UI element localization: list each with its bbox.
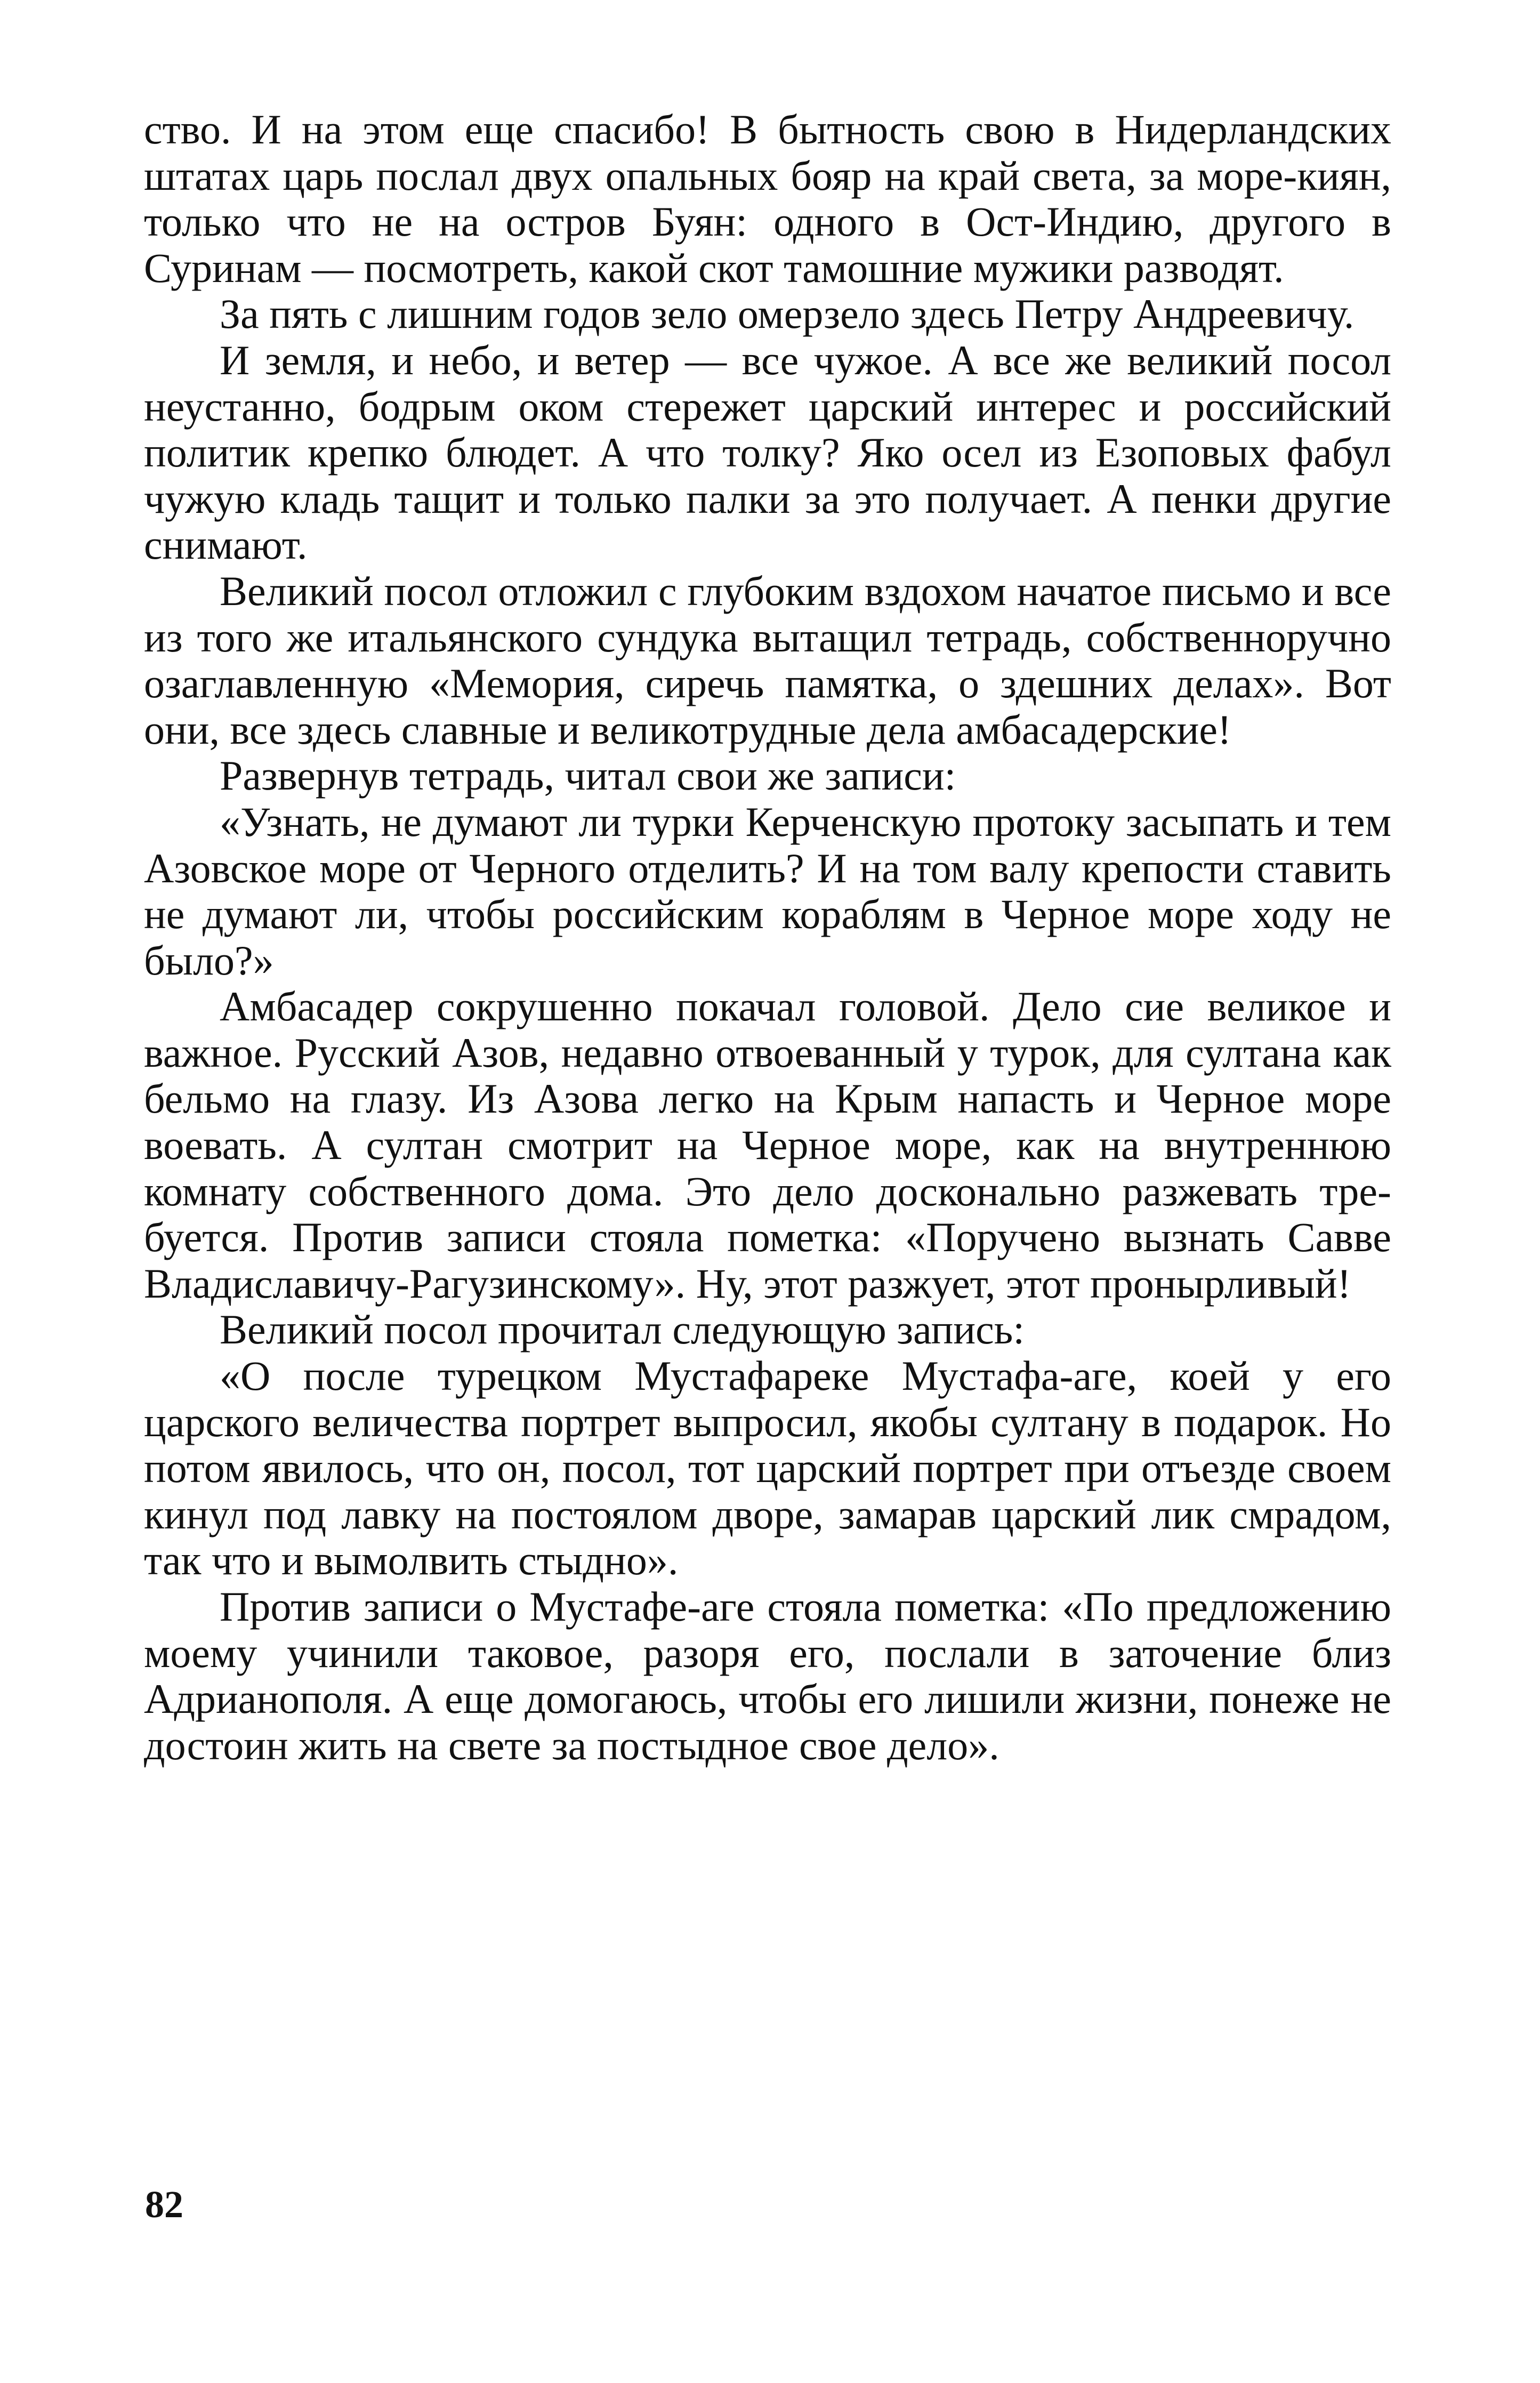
paragraph-4: Великий посол отложил с глубоким вздохом начатое письмо и все из того же итальянского сундука вытащил тетрадь, собственноручно озаглавленную «Мемория, сиречь памятка, о здешних делах». Вот они, все здесь славные и великотрудные дела амбасадерские! bbox=[144, 567, 1391, 753]
paragraph-10: Против записи о Мустафе-аге стояла пометка: «По предложению моему учинили таковое, разоря его, послали в заточение близ Адрианополя. А еще домогаюсь, чтобы его лишили жизни, понеже не достоин жить на свете за постыдное свое дело». bbox=[144, 1583, 1391, 1768]
paragraph-6-quote: «Узнать, не думают ли турки Керченскую протоку засыпать и тем Азовское море от Черного отделить? И на том валу крепости ставить не думают ли, чтобы российским кораблям в Черное море ходу не было?» bbox=[144, 798, 1391, 984]
paragraph-5: Развернув тетрадь, читал свои же записи: bbox=[220, 752, 956, 799]
paragraph-2: За пять с лишним годов зело омерзело здесь Петру Андреевичу. bbox=[220, 291, 1354, 337]
paragraph-3: И земля, и небо, и ветер — все чужое. А все же великий посол неустанно, бодрым оком стережет царский интерес и российский политик крепко блюдет. А что толку? Яко осел из Езоповых фабул чужую кладь тащит и только палки за это получает. А пенки другие снимают. bbox=[144, 336, 1391, 568]
body-text bbox=[144, 107, 1391, 1768]
paragraph-9-quote: «О после турецком Мустафареке Мустафа-аге, коей у его царского величества портрет выпросил, якобы султану в подарок. Но потом явилось, что он, посол, тот царский портрет при отъезде своем кинул под лавку на постоялом дворе, замарав царский лик смрадом, так что и вымолвить стыдно». bbox=[144, 1352, 1391, 1584]
paragraph-8: Великий посол прочитал следующую запись: bbox=[220, 1306, 1025, 1353]
paragraph-1: ство. И на этом еще спасибо! В бытность свою в Нидерландских штатах царь послал двух опальных бояр на край света, за море-киян, только что не на остров Буян: одного в Ост-Индию, другого в Суринам — посмотреть, какой скот тамошние мужики разводят. bbox=[144, 106, 1391, 291]
page-number: 82 bbox=[145, 2183, 183, 2226]
book-page bbox=[144, 107, 1391, 1768]
paragraph-7: Амбасадер сокрушенно покачал головой. Дело сие великое и важное. Русский Азов, недавно отвоеванный у турок, для султана как бельмо на глазу. Из Азова легко на Крым напасть и Черное море воевать. А султан смотрит на Черное море, как на внутреннюю комнату собственного дома. Это дело досконально разжевать требуется. Против записи стояла пометка: «Поручено вызнать Савве Владиславичу-Рагузинскому». Ну, этот разжует, этот пронырливый! bbox=[144, 983, 1391, 1307]
